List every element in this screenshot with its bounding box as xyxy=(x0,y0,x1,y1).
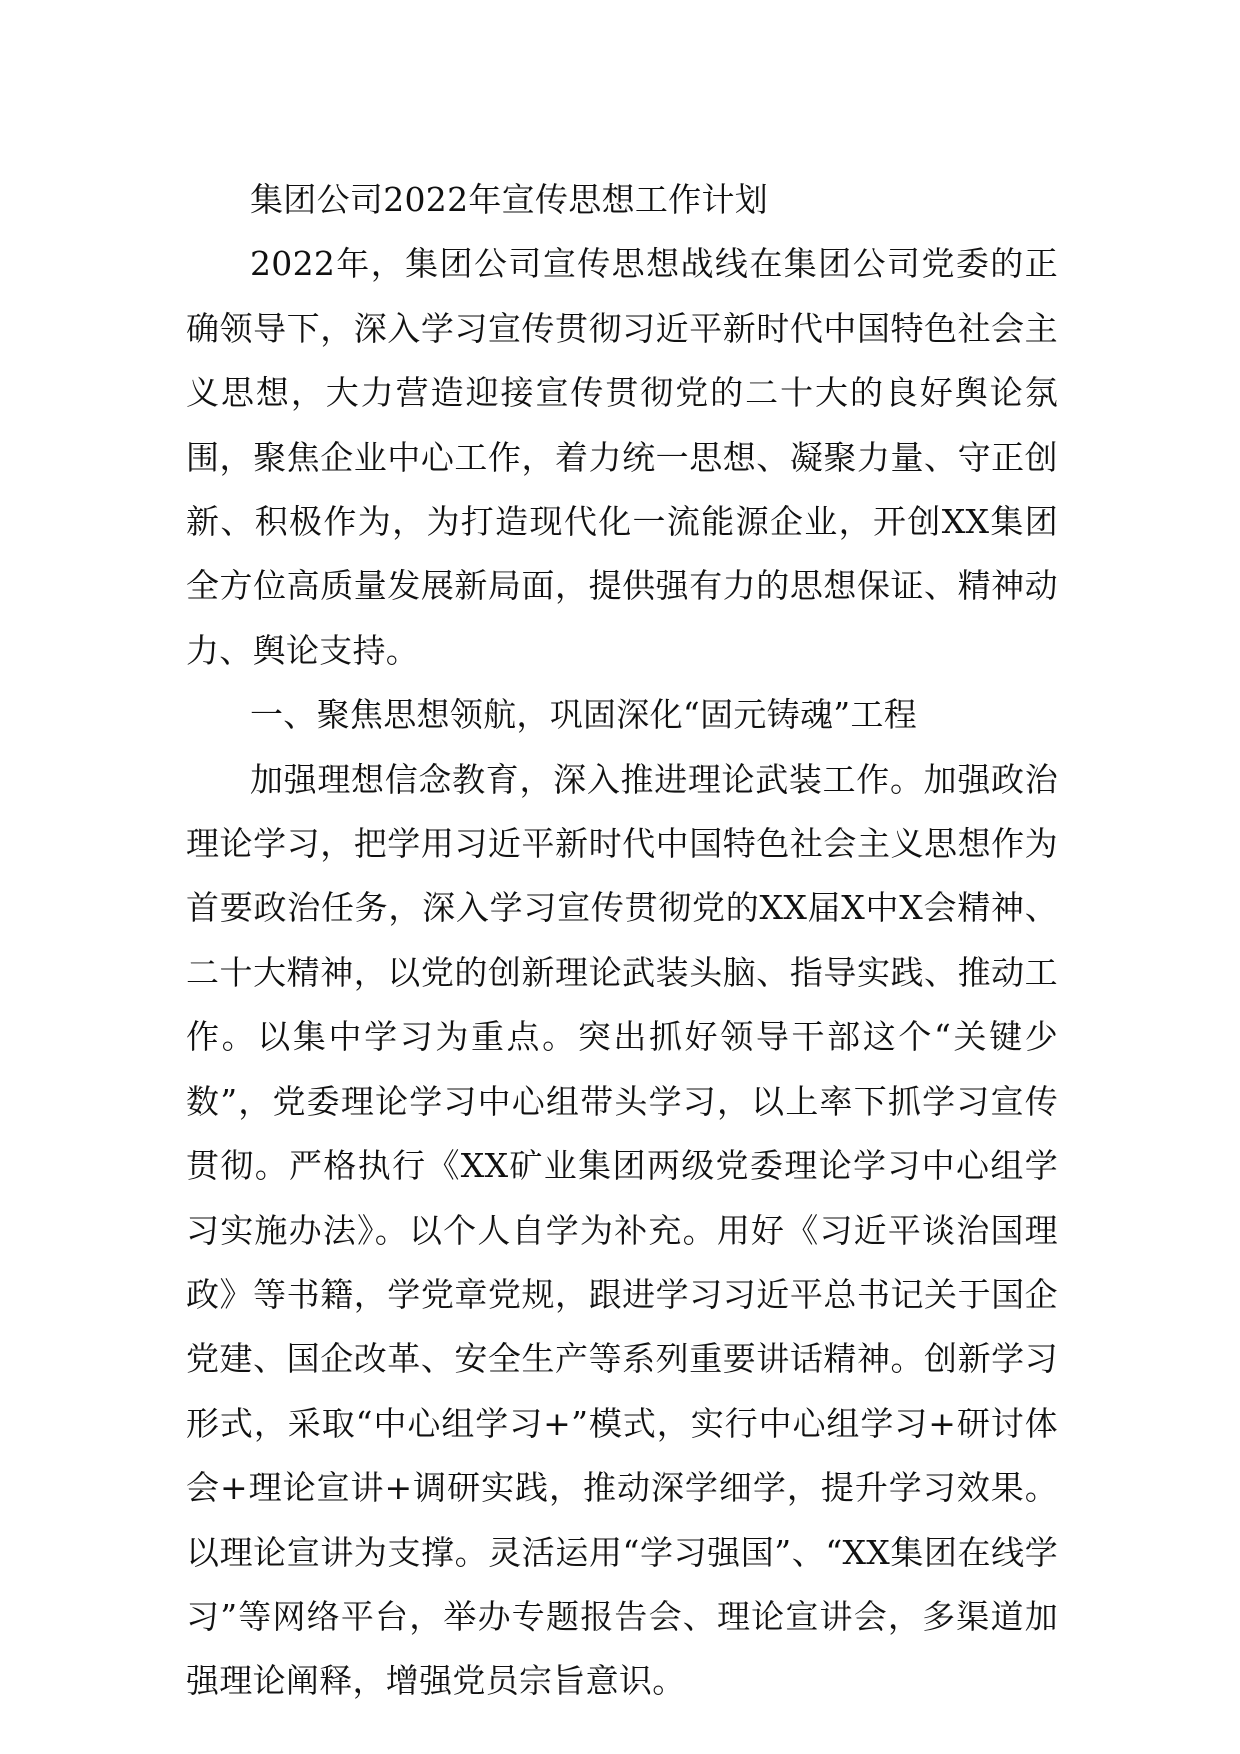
intro-paragraph: 2022年，集团公司宣传思想战线在集团公司党委的正确领导下，深入学习宣传贯彻习近平新时代中国特色社会主义思想，大力营造迎接宣传贯彻党的二十大的良好舆论氛围，聚焦企业中心工作，着力统一思想、凝聚力量、守正创新、积极作为，为打造现代化一流能源企业，开创XX集团全方位高质量发展新局面，提供强有力的思想保证、精神动力、舆论支持。 xyxy=(186,244,1058,670)
document-body xyxy=(186,168,1058,1714)
document-title: 集团公司2022年宣传思想工作计划 xyxy=(250,180,769,219)
section-paragraph: 加强理想信念教育，深入推进理论武装工作。加强政治理论学习，把学用习近平新时代中国特色社会主义思想作为首要政治任务，深入学习宣传贯彻党的XX届X中X会精神、二十大精神，以党的创新理论武装头脑、指导实践、推动工作。以集中学习为重点。突出抓好领导干部这个“关键少数”，党委理论学习中心组带头学习，以上率下抓学习宣传贯彻。严格执行《XX矿业集团两级党委理论学习中心组学习实施办法》。以个人自学为补充。用好《习近平谈治国理政》等书籍，学党章党规，跟进学习习近平总书记关于国企党建、国企改革、安全生产等系列重要讲话精神。创新学习形式，采取“中心组学习+”模式，实行中心组学习+研讨体会+理论宣讲+调研实践，推动深学细学，提升学习效果。以理论宣讲为支撑。灵活运用“学习强国”、“XX集团在线学习”等网络平台，举办专题报告会、理论宣讲会，多渠道加强理论阐释，增强党员宗旨意识。 xyxy=(186,759,1058,1701)
section-heading: 一、聚焦思想领航，巩固深化“固元铸魂”工程 xyxy=(250,695,918,735)
